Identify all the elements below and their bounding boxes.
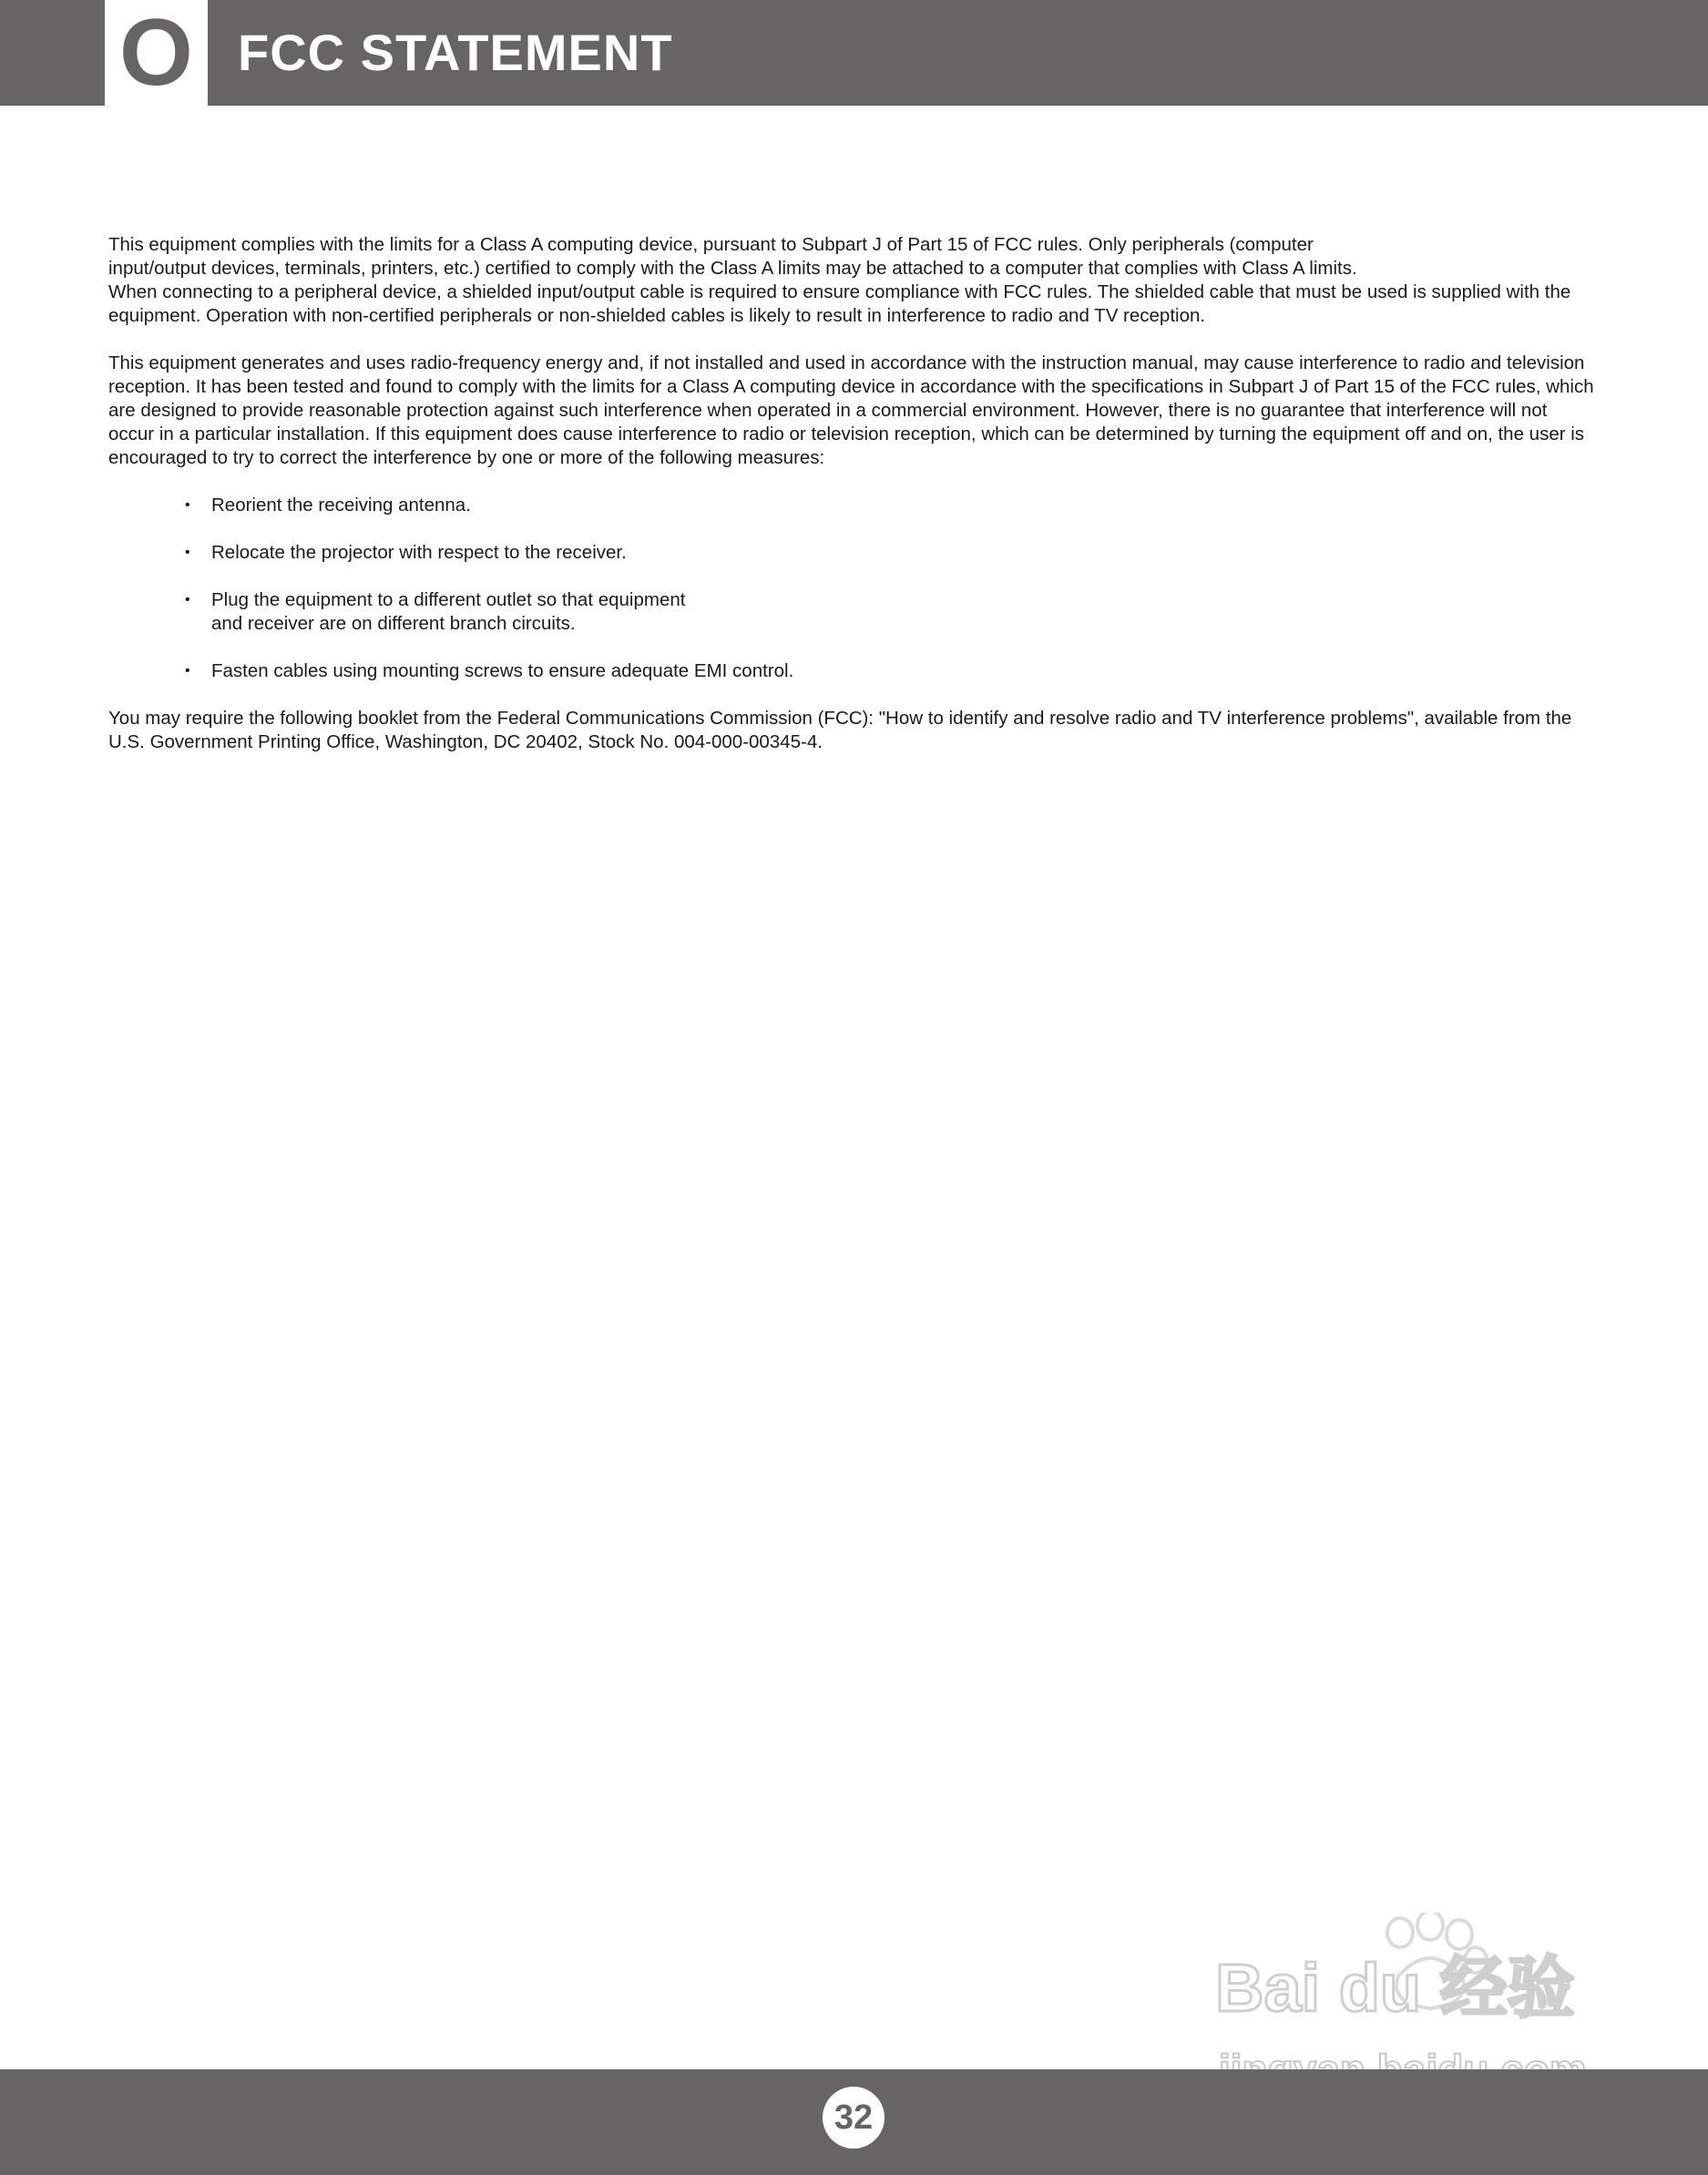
paragraph-2: This equipment generates and uses radio-frequency energy and, if not installed and used in accordance with the instruction manual, may cause interference to radio and television reception. It has been tested and found to comply with the limits for a Class A computing device in accordance with the specifications in Subpart J of Part 15 of the FCC rules, which are designed to provide reasonable protection against such interference when operated in a commercial environment. However, there is no guarantee that interference will not occur in a particular installation. If this equipment does cause interference to radio or television reception, which can be determined by turning the equipment off and on, the user is encouraged to try to correct the interference by one or more of the following measures: bbox=[108, 352, 1594, 468]
measures-list bbox=[108, 494, 1598, 683]
baidu-paw-logo-icon bbox=[1202, 1913, 1612, 2095]
bullet-marker: • bbox=[185, 592, 190, 608]
bullet-marker: • bbox=[185, 545, 190, 560]
section-letter: O bbox=[119, 0, 193, 106]
list-item-text: Relocate the projector with respect to the receiver. bbox=[211, 542, 627, 563]
list-item bbox=[185, 659, 1598, 683]
list-item-text: Reorient the receiving antenna. bbox=[211, 495, 471, 516]
bullet-marker: • bbox=[185, 663, 190, 679]
baidu-watermark bbox=[1202, 1913, 1612, 2095]
page-title: FCC STATEMENT bbox=[238, 24, 673, 81]
section-letter-box bbox=[105, 0, 208, 106]
bullet-marker: • bbox=[185, 497, 190, 513]
paragraph-1-line-3: When connecting to a peripheral device, a shielded input/output cable is required to ensure compliance with FCC rules. The shielded cable that must be used is supplied with the equipment. Operation with non-certified peripherals or non-shielded cables is likely to result in interference to radio and TV reception. bbox=[108, 281, 1571, 326]
list-item bbox=[185, 494, 1598, 517]
document-body bbox=[108, 233, 1598, 778]
list-item-text: Plug the equipment to a different outlet so that equipment bbox=[211, 589, 686, 610]
paragraph-1-line-1: This equipment complies with the limits for a Class A computing device, pursuant to Subpart J of Part 15 of FCC rules. Only peripherals (computer bbox=[108, 234, 1314, 255]
paragraph-1-line-2: input/output devices, terminals, printers, etc.) certified to comply with the Class A limits may be attached to a computer that complies with Class A limits. bbox=[108, 258, 1357, 279]
list-item-text: Fasten cables using mounting screws to ensure adequate EMI control. bbox=[211, 660, 794, 681]
paragraph-3: You may require the following booklet from the Federal Communications Commission (FCC): "How to identify and resolve radio and TV interference problems", available from the U.S. Government Printing Office, Washington, DC 20402, Stock No. 004-000-00345-4. bbox=[108, 708, 1572, 752]
watermark-brand-text: Bai du 经验 bbox=[1215, 1950, 1575, 2026]
list-item bbox=[185, 588, 1598, 636]
page-number: 32 bbox=[823, 2087, 885, 2149]
list-item bbox=[185, 541, 1598, 565]
list-item-text-continued: and receiver are on different branch circuits. bbox=[211, 613, 576, 634]
